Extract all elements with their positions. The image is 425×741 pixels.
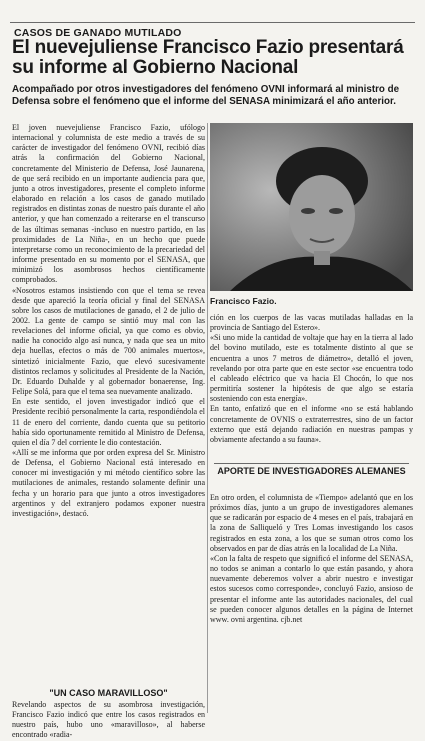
body-text-left-tail: Revelando aspectos de su asombrosa investigación, Francisco Fazio indicó que entre los casos registrados en nuestro país, hubo uno «maravilloso», al haberse encontrado «radia- (12, 700, 205, 740)
article-headline: El nuevejuliense Francisco Fazio presentará su informe al Gobierno Nacional (12, 37, 404, 78)
body-text-left: El joven nuevejuliense Francisco Fazio, ufólogo internacional y columnista de este medio a través de su carácter de investigador del fenómeno OVNI, recibió días atrás la confirmación del Gobierno Nacional, concretamente del Ministerio de Defensa, José Jaunarena, de que será recibido en un importante audiencia para que, junto a otros investigadores, presente el completo informe elaborado en relación a los casos de ganado mutilado registrados en distintas zonas de nuestro país durante el año anterior, y que han comenzado a reiterarse en el transcurso de las últimas semanas -incluso en nuestro partido, en las proximidades de La Niña-, en un hecho que puede interpretarse como un reconocimiento de la precariedad del informe presentado en su momento por el SENASA, que minimizó los asombrosos hechos científicamente comprobados. «Nosotros estamos insistiendo con que el tema se revea desde que apareció la teoría oficial y final del SENASA sobre los casos de mutilaciones de ganado, el 2 de julio de 2002. La gente de campo se sintió muy mal con las revelaciones del informe oficial, ya que como es obvio, nadie ha conocido algo así nunca, y nada que sea un mito deja huellas, efectos o más de 700 animales muertos», sintetizó inicialmente Fazio, que elevó sucesivamente distintos reclamos y solicitudes al Presidente de la Nación, Dr. Eduardo Duhalde y al gobernador bonaerense, Ing. Felipe Solá, para que el tema sea nuevamente analizado. En este sentido, el joven investigador indicó que el Presidente recibió personalmente la carta, respondiéndola el 11 de enero del corriente, dando cuenta que su petitorio había sido oportunamente remitido al Ministro de Defensa, quien el día 7 del corriente le dio contestación. «Allí se me informa que por orden expresa del Sr. Ministro de Defensa, el Gobierno Nacional está interesado en conocer mi investigación y mi método científico sobre las mutilaciones de animales, restando solamente definir una fecha y un horario para que junto a otros investigadores argentinos y del extranjero podamos exponer nuestra investigación», destacó. (12, 123, 205, 518)
body-text-right: ción en los cuerpos de las vacas mutiladas halladas en la provincia de Santiago del Estero». «Si uno mide la cantidad de voltaje que hay en la tierra al lado del bovino mutilado, este es totalmente distinto al que se encuentra a unos 7 metros de diámetro», detalló el joven, revelando por otra parte que en este sector «se encuentra todo el cableado eléctrico que va hacia El Chocón, lo que nos permitiría sostener la hipótesis de que algo se estaría sosteniendo con esta energía». En tanto, enfatizó que en el informe «no se está hablando concretamente de OVNIS o extraterrestres, sino de un factor externo que está dejando radiación en nuestras pampas y obviamente afectando a su fauna». (210, 313, 413, 444)
portrait-photo (210, 123, 413, 291)
body-text-right-2: En otro orden, el columnista de «Tiempo» adelantó que en los próximos días, junto a un grupo de investigadores alemanes que se radicarán por espacio de 4 meses en el país, trabajará en la zona de Salliqueló y Tres Lomas investigando los casos registrados en esta zona, a los que se suman otros como los observados en par de días atrás en la localidad de La Niña. «Con la falta de respeto que significó el informe del SENASA, no todos se animan a contarlo lo que están pasando, y ahora nuevamente deberemos volver a abrir nuestro e investigar estos sucesos como corresponde», concluyó Fazio, ansioso de presentar el informe ante las autoridades nacionales, del cual se pueden conocer algunos detalles en la página de Internet www. ovni argentina. cjb.net (210, 493, 413, 624)
subhead-aporte-alemanes: APORTE DE INVESTIGADORES ALEMANES (217, 466, 406, 476)
column-divider (207, 123, 208, 713)
subhead-rule (214, 463, 409, 464)
article-kicker: CASOS DE GANADO MUTILADO (14, 27, 182, 39)
subhead-caso-maravilloso: "UN CASO MARAVILLOSO" (49, 688, 168, 698)
top-rule (10, 22, 415, 23)
portrait-image (210, 123, 413, 291)
article-lead: Acompañado por otros investigadores del fenómeno OVNI informará al ministro de Defensa sobre el fenómeno que el informe del SENASA minimizará el año anterior. (12, 84, 400, 107)
photo-caption: Francisco Fazio. (210, 296, 277, 306)
